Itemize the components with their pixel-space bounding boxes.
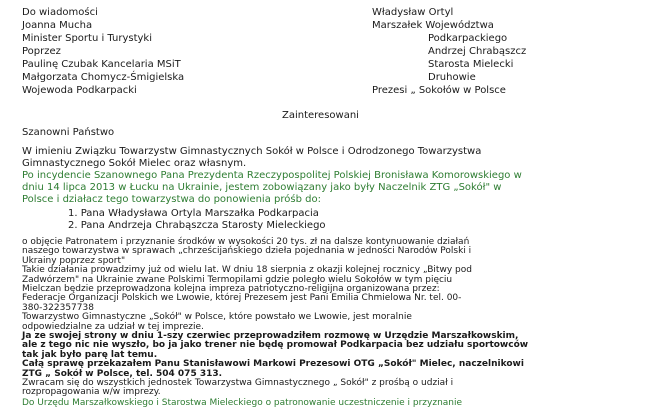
body-line: Towarzystwo Gimnastyczne „Sokół" w Polsce, które powstało we Lwowie, jest moralnie [22,312,412,323]
request-line: Polsce i działacz tego towarzystwa do ponowienia próśb do: [22,194,321,205]
body-line: Zadwórzem" na Ukrainie zwane Polskimi Termopilami gdzie poległo wielu Sokołów w tym pięciu [22,274,453,285]
body-line: 380-322357738 [22,302,94,313]
right-header-line: Starosta Mielecki [428,59,514,70]
left-header-line: Joanna Mucha [22,20,93,31]
body-line: Federacje Organizacji Polskich we Lwowie, której Prezesem jest Pani Emilia Chmielowa Nr. tel. 00- [22,293,462,304]
body-line: tak jak było parę lat temu. [22,349,158,360]
right-header-line: Podkarpackiego [428,33,508,44]
addressee-heading: Zainteresowani [282,110,359,121]
body-line: Mielczan będzie przeprowadzona kolejna impreza patriotyczno-religijna organizowana przez: [22,284,440,294]
body-line: ZTG „ Sokół w Polsce, tel. 504 075 313. [22,368,223,379]
body-line: Zwracam się do wszystkich jednostek Towarzystwa Gimnastycznego „ Sokół" z prośbą o udział i [22,378,454,388]
body-line: Ukrainy poprzez sport" [22,255,126,266]
right-header-line: Druhowie [428,72,476,83]
body-line: o objęcie Patronatem i przyznanie środków w wysokości 20 tys. zł na dalsze kontynuowanie działań [22,237,470,247]
right-header-line: Marszałek Województwa [372,20,494,31]
left-header-line: Poprzez [22,46,61,57]
left-header-line: Paulinę Czubak Kancelaria MSiT [22,59,181,70]
salutation: Szanowni Państwo [22,127,115,138]
intro-line: Gimnastycznego Sokół Mielec oraz własnym. [22,158,247,169]
left-header-line: Do wiadomości [22,7,98,18]
left-header-line: Minister Sportu i Turystyki [22,33,152,44]
left-header-line: Wojewoda Podkarpacki [22,85,137,96]
body-line: naszego towarzystwa w sprawach „chrześcijańskiego dzieła pojednania w jedności Narodów Polski i [22,246,472,257]
intro-line: W imieniu Związku Towarzystw Gimnastycznych Sokół w Polsce i Odrodzonego Towarzystwa [22,146,482,157]
body-line: Takie działania prowadzimy już od wielu lat. W dniu 18 sierpnia z okazji kolejnej rocznicy „Bitwy pod [22,265,472,276]
right-header-line: Prezesi „ Sokołów w Polsce [372,85,506,96]
body-line: rozpropagowania w/w imprezy. [22,387,161,398]
closing-request-line: Do Urzędu Marszałkowskiego i Starostwa Mieleckiego o patronowanie uczestniczenie i przyznanie [22,397,463,408]
body-line: Ja ze swojej strony w dniu 1-szy czerwiec przeprowadziłem rozmowę w Urzędzie Marszałkowskim, [22,331,519,341]
body-line: Całą sprawę przekazałem Panu Stanisławowi Markowi Prezesowi OTG „Sokół" Mielec, naczelnikowi [22,359,524,370]
left-header-line: Małgorzata Chomycz-Śmigielska [22,72,185,83]
body-line: ale z tego nic nie wyszło, bo ja jako trener nie będę promował Podkarpacia bez udziału sportowców [22,340,529,351]
request-line: Po incydencie Szanownego Pana Prezydenta Rzeczypospolitej Polskiej Bronisława Komorowskiego w [22,170,522,181]
body-line: odpowiedzialne za udział w tej imprezie. [22,321,204,332]
right-header-line: Władysław Ortyl [372,7,454,18]
list-item: 1. Pana Władysława Ortyla Marszałka Podkarpacia [68,208,319,219]
right-header-line: Andrzej Chrabąszcz [428,46,527,57]
list-item: 2. Pana Andrzeja Chrabąszcza Starosty Mieleckiego [68,220,326,231]
request-line: dniu 14 lipca 2013 w Łucku na Ukrainie, jestem zobowiązany jako były Naczelnik ZTG „Sokół" w [22,182,502,193]
